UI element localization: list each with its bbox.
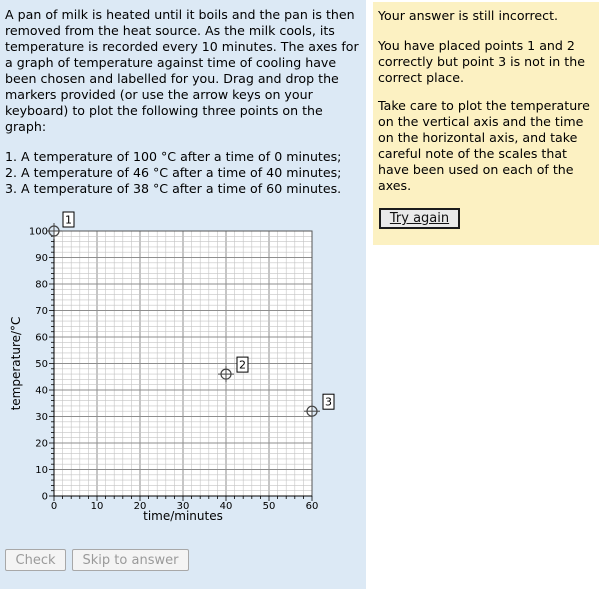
- x-tick-label: 40: [219, 501, 233, 512]
- feedback-status: Your answer is still incorrect.: [378, 8, 559, 23]
- question-text: A pan of milk is heated until it boils and the pan is then removed from the heat source. As the milk cools, its temperature is recorded every 10 minutes. The axes for a graph of temperature against time of cooling have been chosen and labelled for you. Drag and drop the markers provided (or use the arrow keys on your keyboard) to plot the following three points on the graph:: [5, 7, 359, 134]
- y-tick-label: 50: [35, 359, 48, 370]
- marker-label: 2: [239, 358, 246, 372]
- y-tick-label: 100: [28, 226, 48, 238]
- point-instruction-3: 3. A temperature of 38 °C after a time of 60 minutes.: [5, 181, 342, 196]
- points-list: [5, 149, 365, 197]
- plot-grid: [54, 231, 312, 496]
- y-tick-label: 10: [35, 465, 48, 476]
- try-again-button[interactable]: Try again: [379, 208, 460, 229]
- point-instruction-1: 1. A temperature of 100 °C after a time of 0 minutes;: [5, 149, 342, 164]
- x-tick-label: 10: [90, 501, 104, 512]
- x-tick-label: 50: [262, 501, 276, 512]
- y-tick-label: 30: [35, 412, 48, 423]
- feedback-hint: Take care to plot the temperature on the vertical axis and the time on the horizontal axis, and take careful note of the scales that have been used on each of the axes.: [378, 98, 590, 193]
- feedback-detail: You have placed points 1 and 2 correctly but point 3 is not in the correct place.: [378, 38, 585, 85]
- x-tick-label: 20: [133, 501, 147, 512]
- y-tick-label: 20: [35, 438, 48, 450]
- x-axis-label: time/minutes: [143, 509, 223, 523]
- feedback-panel: [373, 2, 599, 245]
- y-tick-label: 60: [35, 332, 48, 344]
- y-tick-label: 70: [35, 306, 48, 317]
- marker-label: 1: [65, 213, 72, 227]
- marker-label: 3: [325, 395, 332, 409]
- y-tick-label: 0: [41, 491, 48, 503]
- skip-to-answer-button[interactable]: Skip to answer: [72, 549, 189, 571]
- point-instruction-2: 2. A temperature of 46 °C after a time of 40 minutes;: [5, 165, 342, 180]
- x-tick-label: 0: [50, 501, 58, 512]
- x-tick-label: 30: [176, 501, 190, 512]
- y-tick-label: 40: [35, 385, 48, 397]
- y-tick-label: 80: [35, 279, 48, 291]
- y-axis-label: temperature/°C: [9, 316, 23, 411]
- x-tick-label: 60: [305, 501, 319, 512]
- plot-area[interactable]: [0, 208, 366, 528]
- check-button[interactable]: Check: [5, 549, 66, 571]
- y-tick-label: 90: [35, 253, 48, 264]
